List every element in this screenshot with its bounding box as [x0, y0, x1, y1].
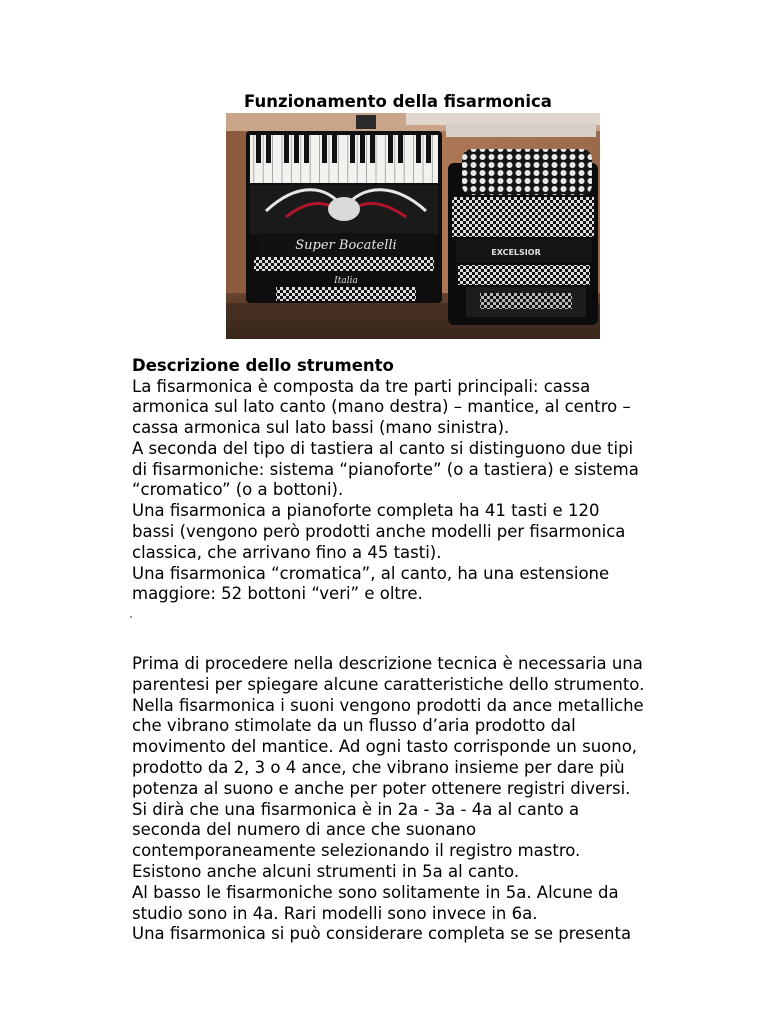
text-line: parentesi per spiegare alcune caratteristiche dello strumento. — [132, 674, 645, 694]
paragraph — [132, 377, 732, 439]
section-technical — [132, 654, 732, 945]
paragraph — [132, 501, 732, 563]
accordion-brand: EXCELSIOR — [491, 248, 541, 257]
text-line: Una fisarmonica a pianoforte completa ha 41 tasti e 120 — [132, 501, 600, 521]
paragraph — [132, 862, 732, 883]
section-description — [132, 356, 732, 605]
text-line: armonica sul lato canto (mano destra) – mantice, al centro – — [132, 397, 631, 417]
accordion-sub-logo: Italia — [334, 276, 358, 286]
accordion-photo — [226, 113, 600, 339]
text-line: bassi (vengono però prodotti anche modelli per fisarmonica — [132, 522, 626, 542]
text-line: studio sono in 4a. Rari modelli sono invece in 6a. — [132, 903, 538, 923]
document-title: Funzionamento della fisarmonica — [244, 92, 552, 111]
paragraph — [132, 800, 732, 862]
text-line: di fisarmoniche: sistema “pianoforte” (o a tastiera) e sistema — [132, 459, 639, 479]
paragraph — [132, 654, 732, 696]
text-line: Nella fisarmonica i suoni vengono prodotti da ance metalliche — [132, 695, 644, 715]
paragraph — [132, 696, 732, 800]
text-line: Una fisarmonica si può considerare completa se se presenta — [132, 924, 632, 944]
text-line: che vibrano stimolate da un flusso d’aria prodotto dal — [132, 716, 576, 736]
text-line: Si dirà che una fisarmonica è in 2a - 3a - 4a al canto a — [132, 799, 580, 819]
text-line: “cromatico” (o a bottoni). — [132, 480, 344, 500]
text-line: Al basso le fisarmoniche sono solitamente in 5a. Alcune da — [132, 882, 619, 902]
paragraph — [132, 564, 732, 606]
text-line: seconda del numero di ance che suonano — [132, 820, 477, 840]
text-line: Prima di procedere nella descrizione tecnica è necessaria una — [132, 654, 643, 673]
text-line: prodotto da 2, 3 o 4 ance, che vibrano insieme per dare più — [132, 757, 625, 777]
paragraph — [132, 924, 732, 945]
text-line: movimento del mantice. Ad ogni tasto corrisponde un suono, — [132, 737, 638, 757]
text-line: classica, che arrivano fino a 45 tasti). — [132, 542, 442, 562]
accordion-logo: Super Bocatelli — [295, 238, 397, 253]
section-heading: Descrizione dello strumento — [132, 356, 394, 375]
paragraph — [132, 439, 732, 501]
text-line: cassa armonica sul lato bassi (mano sinistra). — [132, 418, 510, 438]
text-line: La fisarmonica è composta da tre parti principali: cassa — [132, 376, 591, 396]
piano-accordion — [246, 131, 442, 303]
text-line: Una fisarmonica “cromatica”, al canto, ha una estensione — [132, 563, 610, 583]
chromatic-accordion — [448, 149, 598, 325]
paragraph — [132, 883, 732, 925]
text-line: potenza al suono e anche per poter ottenere registri diversi. — [132, 778, 631, 798]
text-line: contemporaneamente selezionando il registro mastro. — [132, 841, 581, 861]
stray-mark — [130, 616, 132, 618]
text-line: maggiore: 52 bottoni “veri” e oltre. — [132, 584, 423, 604]
text-line: A seconda del tipo di tastiera al canto si distinguono due tipi — [132, 438, 634, 458]
text-line: Esistono anche alcuni strumenti in 5a al canto. — [132, 861, 520, 881]
